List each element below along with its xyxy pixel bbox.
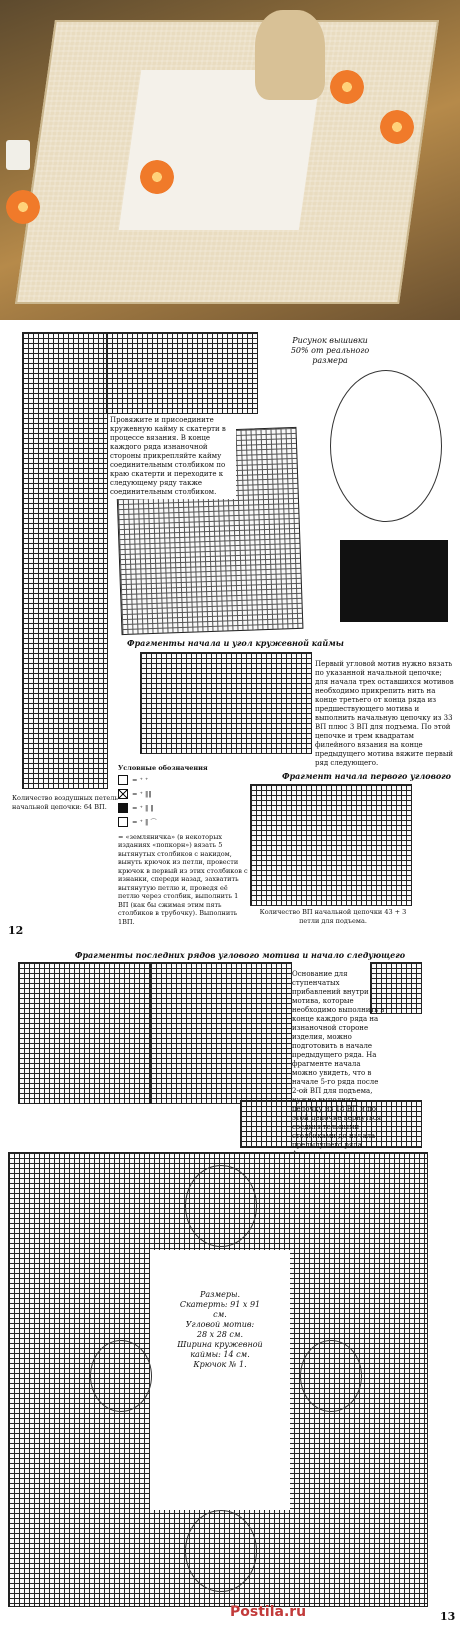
edge-start-chart <box>140 652 312 754</box>
sizes-motif-label: Угловой мотив: <box>185 1320 255 1329</box>
lily-flower-icon <box>140 160 174 194</box>
lily-flower-icon <box>6 190 40 224</box>
caption-fragments-edge: Фрагменты начала и угол кружевной каймы <box>127 638 344 648</box>
embroidery-motif-right <box>300 1340 362 1412</box>
filled-cell-icon <box>118 803 128 813</box>
page-number-left: 12 <box>8 924 24 937</box>
lily-flower-icon <box>380 110 414 144</box>
sizes-title: Размеры. <box>199 1290 241 1299</box>
chart-center-area <box>150 1250 290 1510</box>
instruction-edge: Провяжите и присоедините кружевную кайму к скатерти в процессе вязания. В конце каждого ряда изнаночной стороны прикрепляйте кайму соединительным столбиком по краю скатерти и переходите к следующему ряду также соединительным столбиком. <box>108 414 236 499</box>
tablecloth-photo <box>0 0 460 320</box>
sizes-block <box>172 1290 268 1370</box>
caption-last-rows: Фрагменты последних рядов углового мотива и начало следующего <box>74 950 406 960</box>
envelope-cell-icon <box>118 817 128 827</box>
legend-row: = ⁺ ‖‖ <box>118 787 248 801</box>
chain-count-edge: Количество воздушных петель начальной цепочки: 64 ВП. <box>12 794 118 811</box>
page-number-right: 13 <box>440 1610 456 1623</box>
watermark: Postila.ru <box>230 1604 307 1620</box>
last-rows-chart-left <box>18 962 152 1104</box>
first-corner-chart <box>250 784 412 906</box>
teapot <box>255 10 325 100</box>
legend-row: = ⁺ ‖ ‖ <box>118 801 248 815</box>
lace-edge-chart-top <box>106 332 258 414</box>
empty-cell-icon <box>118 775 128 785</box>
sizes-tablecloth: Скатерть: 91 х 91 см. <box>179 1300 261 1319</box>
sizes-motif: 28 х 28 см. <box>196 1330 244 1339</box>
cup <box>6 140 30 170</box>
embroidery-photo <box>340 540 448 622</box>
legend-popcorn: = «земляничка» (в некоторых изданиях «попкорн») вязать 5 вытянутых столбиков с накидом, вынуть крючок из петли, провести крючок в первый из этих столбиков с изнанки, спереди назад, захватить вытянутую петлю и, проведя её петлю через столбик, выполнить 1 ВП (как бы сжимая этим пять столбиков в трубочку). Выполнить 1ВП. <box>118 832 248 926</box>
caption-first-corner: Фрагмент начала первого углового <box>282 771 451 781</box>
legend <box>118 764 248 926</box>
lily-flower-icon <box>330 70 364 104</box>
last-rows-chart-mid <box>150 962 292 1104</box>
sizes-hook: Крючок № 1. <box>193 1360 247 1369</box>
instruction-corner-motif: Первый угловой мотив нужно вязать по указанной начальной цепочке; для начала трех оставшихся мотивов необходимо прикрепить нить на конце третьего от конца ряда из предшествующего мотива и выполнить начальную цепочку из 33 ВП плюс 3 ВП для подъема. По этой цепочке и трем квадратам филейного вязания на конце предыдущего мотива вяжите первый ряд следующего. <box>315 660 454 767</box>
legend-title: Условные обозначения <box>118 764 208 772</box>
chain-count-corner: Количество ВП начальной цепочки 43 + 3 петли для подъема. <box>259 908 407 925</box>
embroidery-motif-bottom <box>185 1510 257 1592</box>
crossed-cell-icon <box>118 789 128 799</box>
lace-edge-chart-vertical <box>22 332 108 789</box>
sizes-border: Ширина кружевной каймы: 14 см. <box>177 1340 263 1359</box>
instruction-steps: Основание для ступенчатых прибавлений внутри мотива, которые необходимо выполнить в конце каждого ряда на изнаночной стороне изделия, можно подготовить в начале предыдущего ряда. На фрагменте начала можно увидеть, что в начале 5-го ряда после 2-ой ВП для подъема, нужно выполнить цепочку из 18 ВП и по этой цепочке вернуться соединительными столбиками до начала предыдущего ряда. <box>292 970 385 1149</box>
embroidery-pattern <box>330 370 442 522</box>
embroidery-motif-top <box>185 1165 257 1247</box>
embroidery-motif-left <box>90 1340 152 1412</box>
legend-row: = ⁺ ⁺ <box>118 773 248 787</box>
legend-row: = ⁺ ‖ ⌒ <box>118 815 248 829</box>
embroidery-caption: Рисунок вышивки 50% от реального размера <box>290 336 370 365</box>
